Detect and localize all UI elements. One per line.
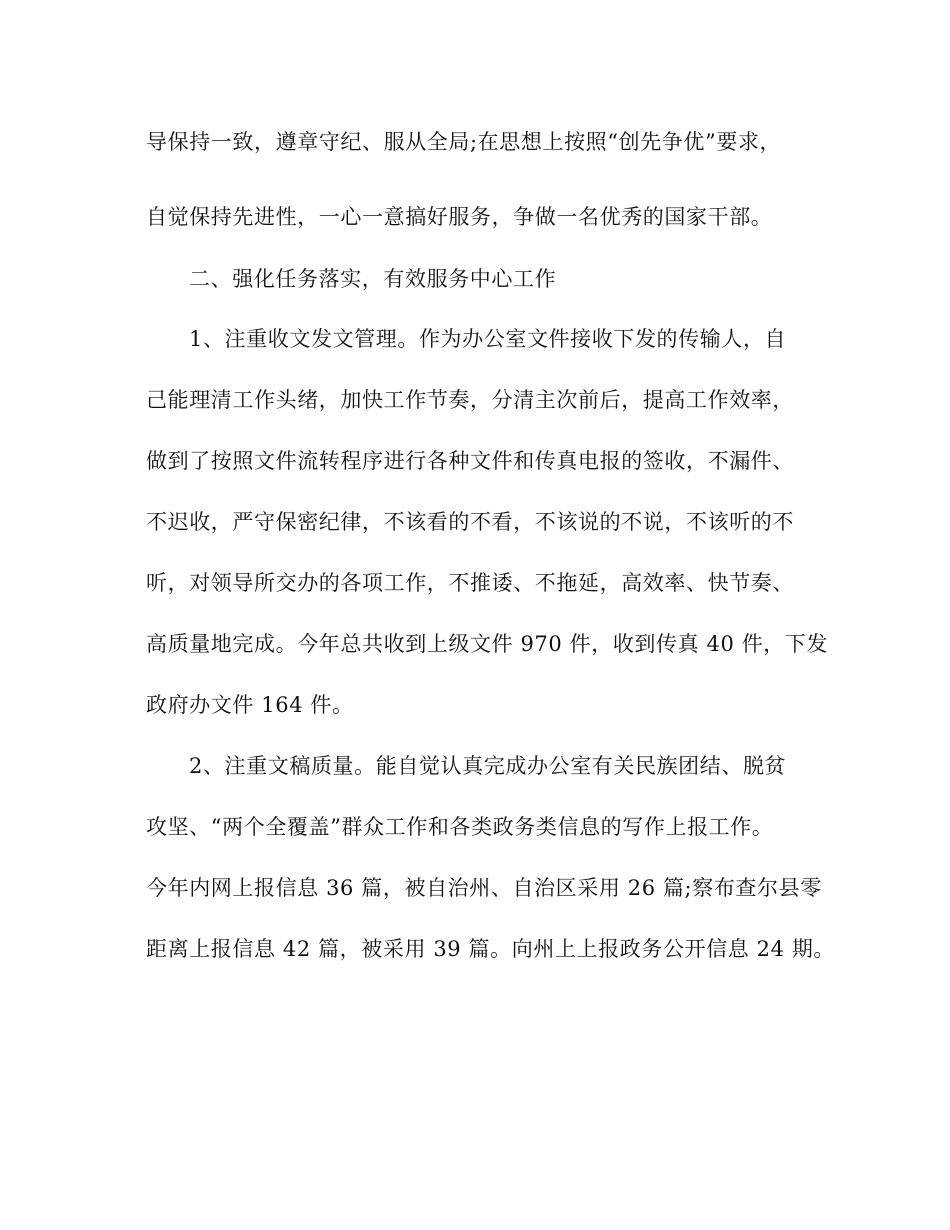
text-line: 听，对领导所交办的各项工作，不推诿、不拖延，高效率、快节奏、	[146, 571, 794, 595]
text-line: 做到了按照文件流转程序进行各种文件和传真电报的签收，不漏件、	[146, 449, 794, 473]
text-line: 不迟收，严守保密纪律，不该看的不看，不该说的不说，不该听的不	[146, 510, 794, 534]
text-line: 高质量地完成。今年总共收到上级文件 970 件，收到传真 40 件，下发	[146, 632, 829, 656]
text-line: 自觉保持先进性，一心一意搞好服务，争做一名优秀的国家干部。	[146, 205, 773, 229]
text-line: 2、注重文稿质量。能自觉认真完成办公室有关民族团结、脱贫	[189, 754, 787, 778]
text-line: 攻坚、“两个全覆盖”群众工作和各类政务类信息的写作上报工作。	[146, 815, 774, 839]
text-line: 1、注重收文发文管理。作为办公室文件接收下发的传输人，自	[189, 327, 787, 351]
text-line: 今年内网上报信息 36 篇，被自治州、自治区采用 26 篇;察布查尔县零	[146, 876, 822, 900]
text-line: 距离上报信息 42 篇，被采用 39 篇。向州上上报政务公开信息 24 期。	[146, 937, 836, 961]
text-line: 政府办文件 164 件。	[146, 693, 354, 717]
text-line: 导保持一致，遵章守纪、服从全局;在思想上按照“创先争优”要求，	[146, 130, 782, 154]
text-line: 己能理清工作头绪，加快工作节奏，分清主次前后，提高工作效率，	[146, 388, 794, 412]
section-heading: 二、强化任务落实，有效服务中心工作	[189, 267, 557, 291]
